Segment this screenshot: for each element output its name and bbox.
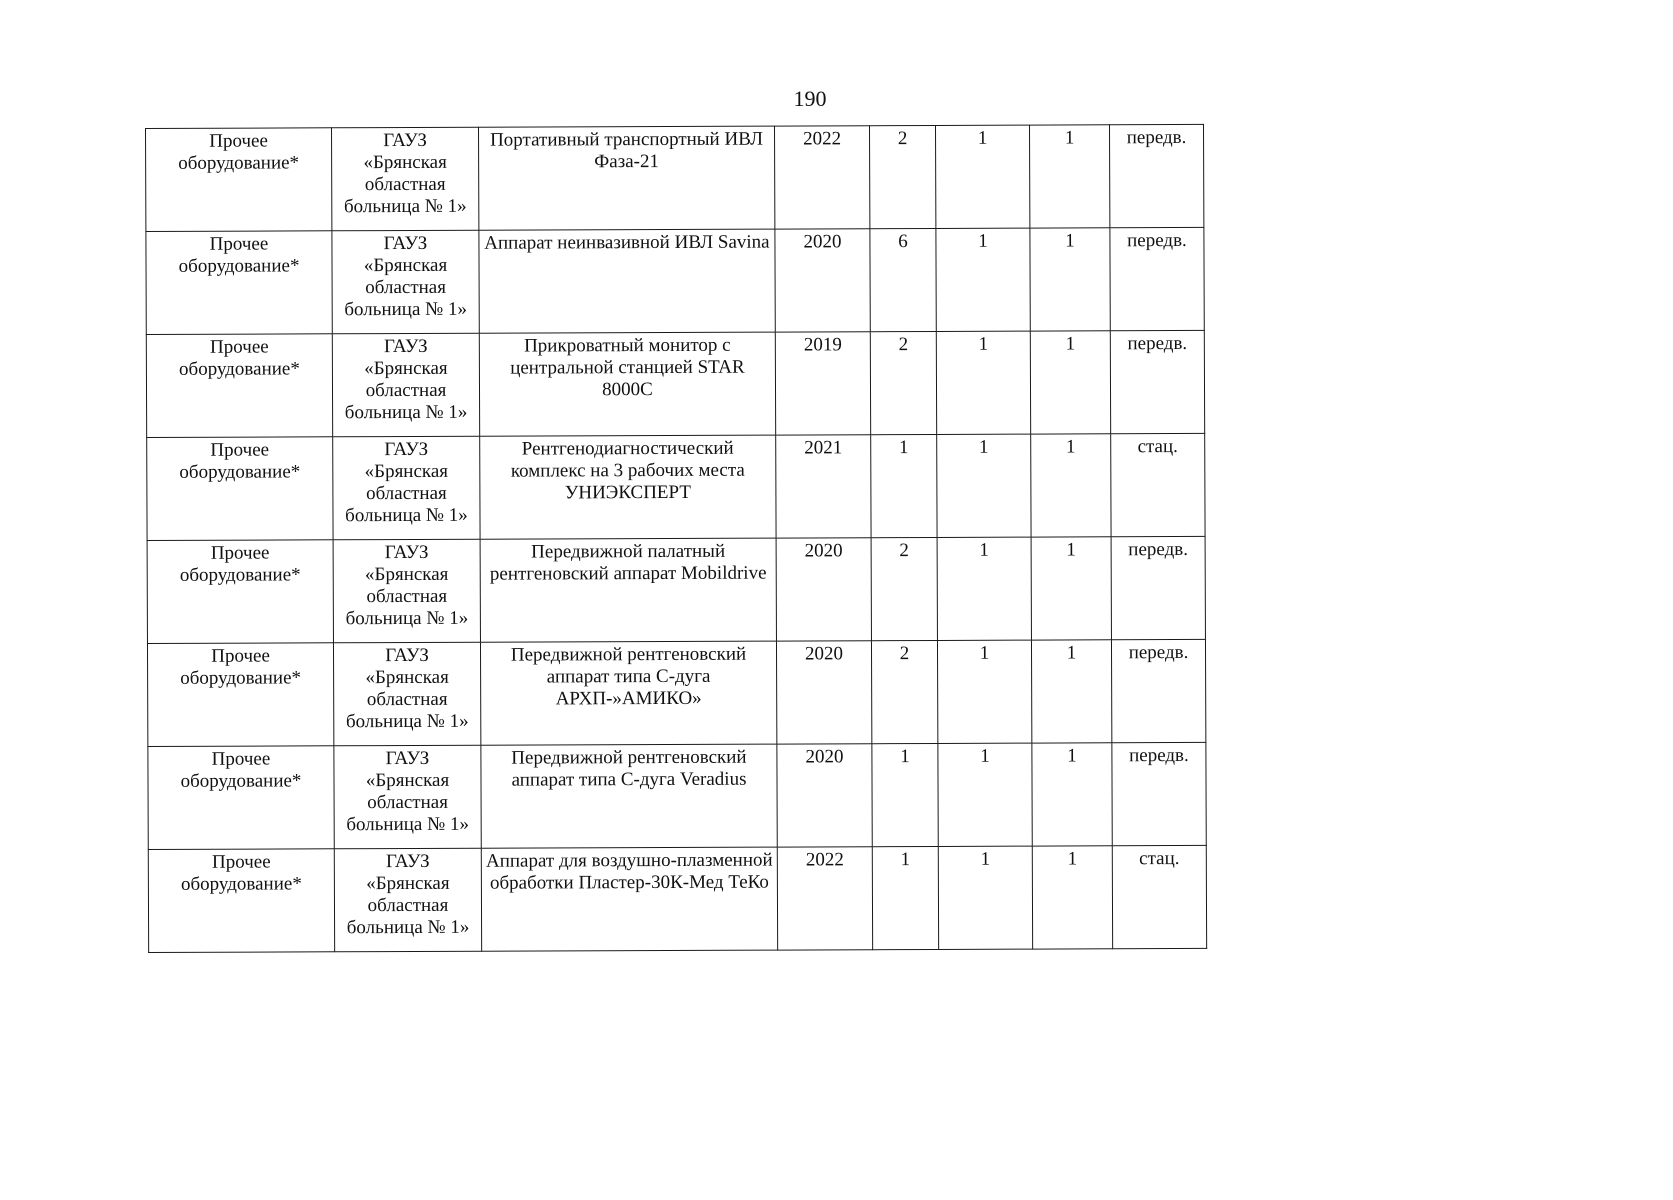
table-row (148, 845, 1206, 952)
year-cell: 2022 (774, 126, 869, 229)
quantity-cell: 2 (871, 537, 937, 640)
organization-cell (333, 539, 480, 643)
organization-line: «Брянская (363, 254, 448, 277)
count-cell-a: 1 (936, 331, 1030, 434)
count-cell-a: 1 (938, 743, 1032, 846)
count-cell-b: 1 (1030, 228, 1110, 331)
organization-line: «Брянская (365, 666, 449, 689)
organization-line: больница № 1» (346, 916, 470, 939)
organization-cell (332, 230, 479, 334)
organization-line: больница № 1» (345, 607, 469, 630)
organization-line: больница № 1» (345, 504, 468, 527)
organization-line: областная (366, 585, 448, 608)
equipment-name-cell: Рентгенодиагностический комплекс на 3 рабочих места УНИЭКСПЕРТ (480, 435, 776, 539)
organization-line: «Брянская (366, 872, 450, 895)
quantity-cell: 2 (871, 640, 937, 743)
quantity-cell: 2 (869, 125, 935, 228)
year-cell: 2020 (775, 229, 870, 332)
organization-line: областная (367, 791, 448, 814)
quantity-cell: 1 (872, 846, 938, 949)
year-cell: 2020 (776, 538, 871, 641)
year-cell: 2020 (776, 641, 871, 744)
mobility-type-cell: стац. (1111, 433, 1205, 536)
organization-cell (334, 745, 481, 849)
count-cell-a: 1 (937, 537, 1031, 640)
quantity-cell: 1 (872, 743, 938, 846)
count-cell-b: 1 (1031, 640, 1111, 743)
organization-line: «Брянская (364, 563, 449, 586)
organization-line: областная (366, 482, 447, 505)
organization-line: областная (367, 894, 449, 917)
page-number: 190 (793, 86, 827, 111)
equipment-name-cell: Аппарат для воздушно-плазменной обработки Пластер-30К-Мед ТеКо (481, 847, 777, 951)
category-cell: Прочее оборудование* (148, 746, 334, 850)
equipment-name-cell: Прикроватный монитор с центральной станцией STAR 8000C (479, 332, 775, 436)
year-cell: 2020 (777, 744, 872, 847)
mobility-type-cell: передв. (1110, 330, 1204, 433)
organization-line: областная (365, 276, 446, 299)
category-cell: Прочее оборудование* (147, 540, 333, 644)
quantity-cell: 6 (870, 228, 936, 331)
organization-line: ГАУЗ (384, 438, 429, 461)
table-row (147, 639, 1205, 746)
equipment-name-cell: Передвижной рентгеновский аппарат типа С-дуга АРХП-»АМИКО» (480, 641, 776, 745)
organization-line: больница № 1» (345, 710, 469, 733)
count-cell-a: 1 (935, 125, 1029, 228)
count-cell-a: 1 (936, 228, 1030, 331)
table-row (148, 742, 1206, 849)
count-cell-b: 1 (1032, 846, 1112, 949)
equipment-name-cell: Передвижной палатный рентгеновский аппарат Mobildrive (480, 538, 776, 642)
organization-line: «Брянская (365, 769, 450, 792)
organization-line: ГАУЗ (383, 129, 427, 152)
organization-line: больница № 1» (343, 195, 467, 218)
count-cell-b: 1 (1030, 331, 1110, 434)
mobility-type-cell: передв. (1110, 227, 1204, 330)
organization-line: «Брянская (363, 151, 447, 174)
organization-line: ГАУЗ (385, 747, 430, 770)
organization-line: ГАУЗ (383, 232, 428, 255)
category-cell: Прочее оборудование* (147, 643, 333, 747)
count-cell-b: 1 (1029, 125, 1109, 228)
category-cell: Прочее оборудование* (147, 437, 333, 541)
quantity-cell: 2 (870, 331, 936, 434)
organization-line: ГАУЗ (383, 335, 428, 358)
count-cell-a: 1 (938, 846, 1032, 949)
category-cell: Прочее оборудование* (146, 334, 332, 438)
organization-cell (332, 127, 479, 231)
organization-line: ГАУЗ (385, 644, 429, 667)
organization-line: «Брянская (364, 460, 449, 483)
organization-line: областная (364, 173, 446, 196)
count-cell-b: 1 (1032, 743, 1112, 846)
equipment-name-cell: Портативный транспортный ИВЛ Фаза-21 (478, 126, 774, 230)
category-cell: Прочее оборудование* (146, 231, 332, 335)
year-cell: 2019 (775, 332, 870, 435)
organization-cell (334, 848, 481, 952)
equipment-name-cell: Передвижной рентгеновский аппарат типа С-дуга Veradius (481, 744, 777, 848)
table-row (147, 536, 1205, 643)
organization-cell (333, 642, 480, 746)
equipment-name-cell: Аппарат неинвазивной ИВЛ Savina (479, 229, 775, 333)
organization-line: больница № 1» (344, 401, 468, 424)
table-row (146, 227, 1204, 334)
year-cell: 2022 (777, 847, 872, 950)
year-cell: 2021 (776, 435, 871, 538)
organization-cell (332, 333, 479, 437)
organization-line: ГАУЗ (385, 850, 430, 873)
organization-cell (333, 436, 480, 540)
organization-line: больница № 1» (346, 813, 470, 836)
table-row (146, 124, 1204, 231)
organization-line: «Брянская (364, 357, 448, 380)
table-row (147, 433, 1205, 540)
mobility-type-cell: передв. (1109, 124, 1203, 227)
organization-line: областная (366, 688, 448, 711)
mobility-type-cell: передв. (1112, 742, 1206, 845)
equipment-table (145, 124, 1207, 953)
organization-line: областная (365, 379, 447, 402)
mobility-type-cell: передв. (1111, 536, 1205, 639)
equipment-table-body (146, 124, 1207, 952)
mobility-type-cell: передв. (1111, 639, 1205, 742)
mobility-type-cell: стац. (1112, 845, 1206, 948)
quantity-cell: 1 (871, 434, 937, 537)
count-cell-b: 1 (1031, 434, 1111, 537)
category-cell: Прочее оборудование* (148, 849, 334, 953)
organization-line: ГАУЗ (384, 541, 429, 564)
table-row (146, 330, 1204, 437)
count-cell-b: 1 (1031, 537, 1111, 640)
count-cell-a: 1 (937, 640, 1031, 743)
organization-line: больница № 1» (344, 298, 468, 321)
category-cell: Прочее оборудование* (146, 128, 332, 232)
count-cell-a: 1 (937, 434, 1031, 537)
